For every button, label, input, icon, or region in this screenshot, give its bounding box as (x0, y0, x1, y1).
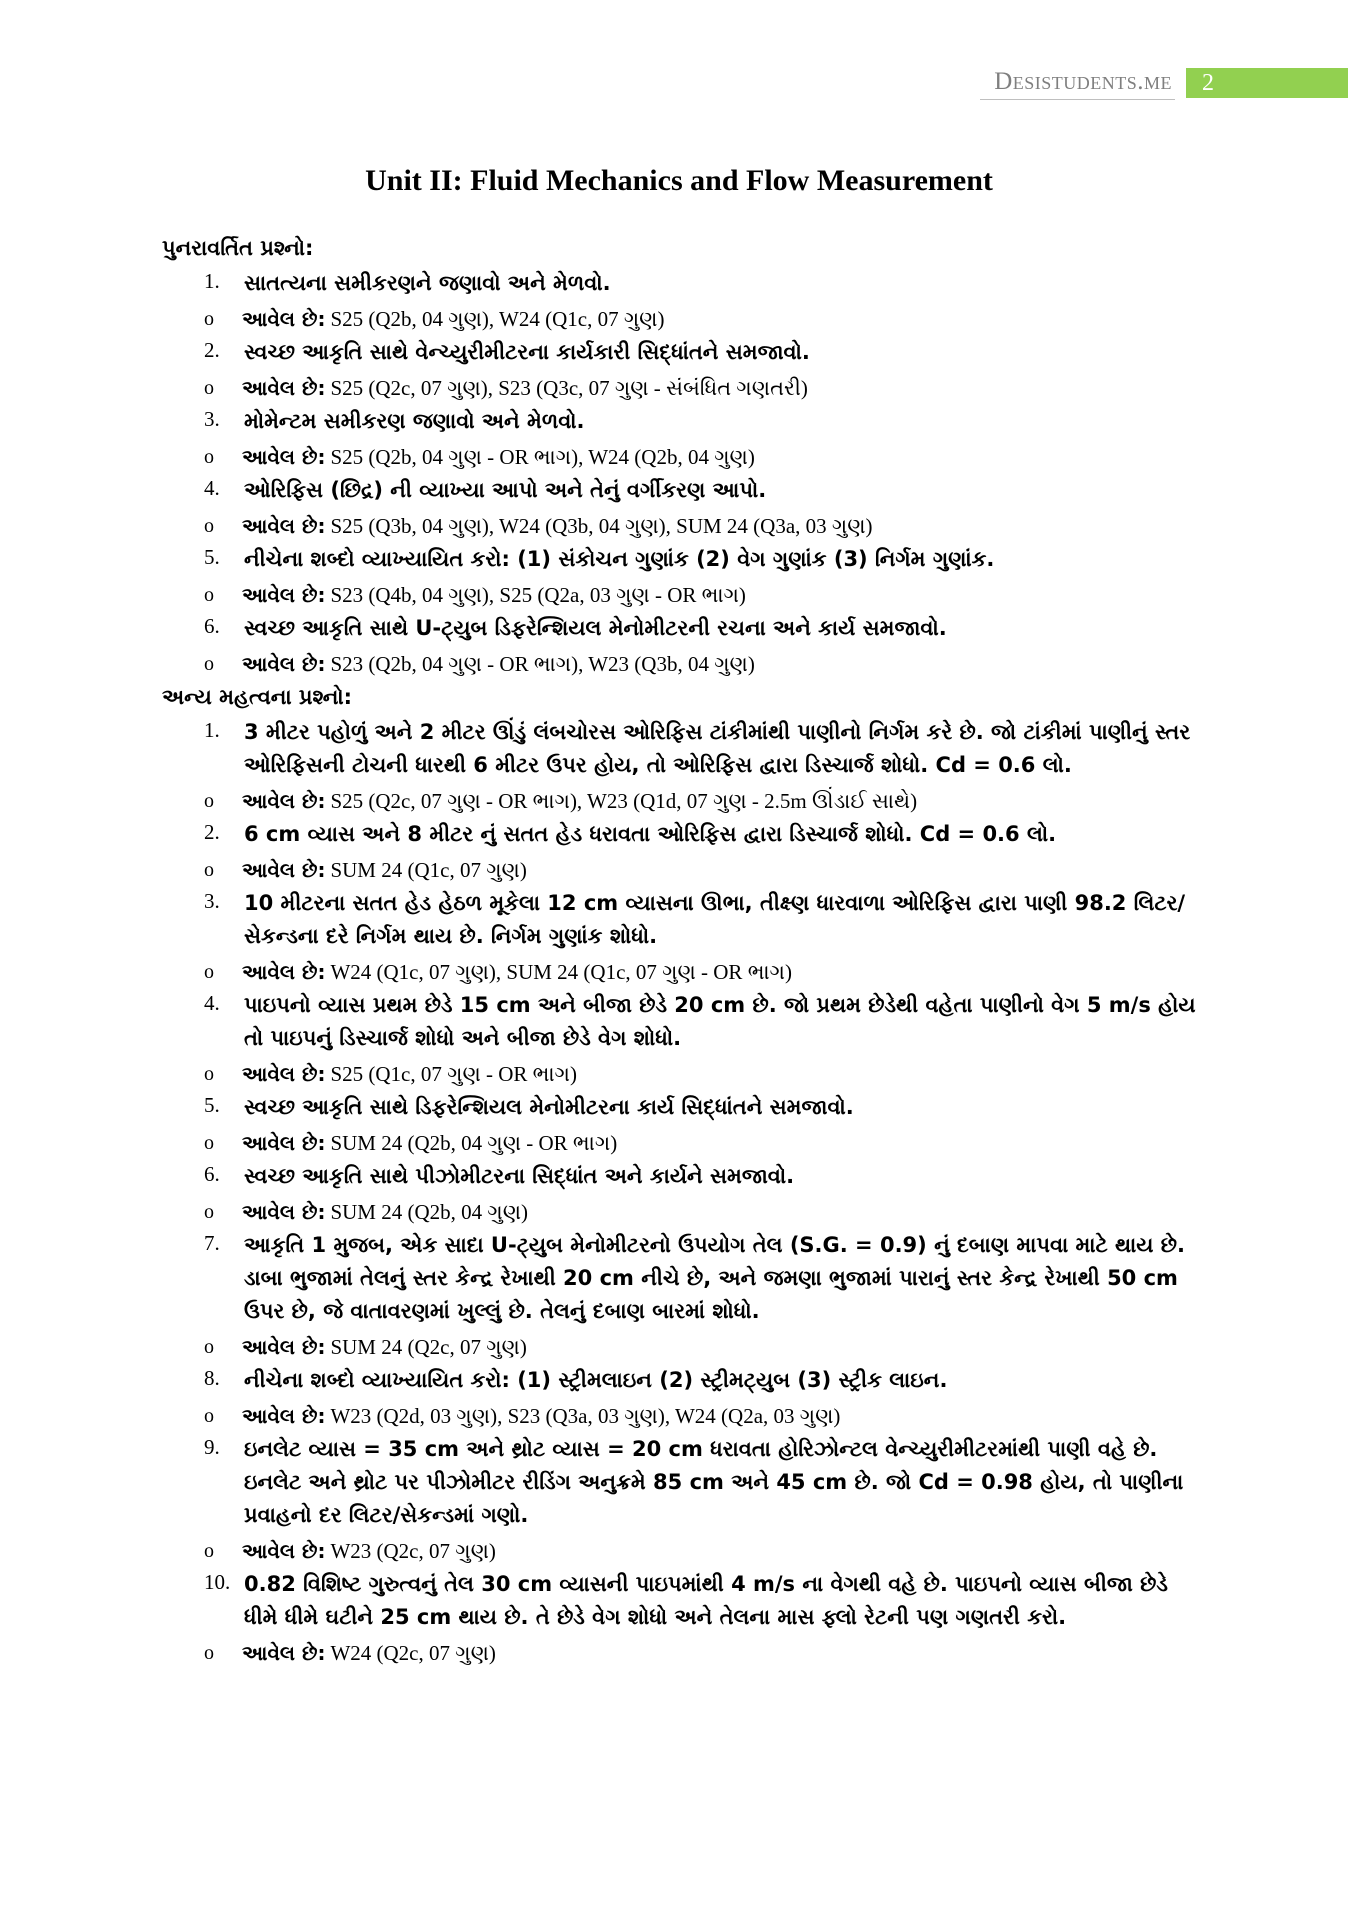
appeared-in (162, 441, 1208, 474)
question-item (162, 543, 1208, 612)
question-row (162, 1229, 1208, 1328)
appeared-text: S25 (Q2b, 04 ગુણ), W24 (Q1c, 07 ગુણ) (330, 307, 665, 331)
question-text: સ્વચ્છ આકૃતિ સાથે ડિફરેન્શિયલ મેનોમીટરના કાર્ય સિદ્ધાંતને સમજાવો. (244, 1095, 854, 1119)
bullet-icon: o (204, 653, 214, 675)
appeared-text: S25 (Q2c, 07 ગુણ), S23 (Q3c, 07 ગુણ - સંબંધિત ગણતરી) (330, 376, 808, 400)
appeared-label: આવેલ છે: (242, 514, 326, 538)
question-row (162, 1364, 1208, 1397)
appeared-text: SUM 24 (Q2c, 07 ગુણ) (330, 1335, 527, 1359)
header-divider (980, 99, 1175, 100)
question-item (162, 267, 1208, 336)
appeared-in (162, 1196, 1208, 1229)
question-row (162, 1091, 1208, 1124)
question-row (162, 405, 1208, 438)
bullet-icon: o (204, 961, 214, 983)
appeared-in (162, 648, 1208, 681)
question-text: ઓરિફિસ (છિદ્ર) ની વ્યાખ્યા આપો અને તેનું વર્ગીકરણ આપો. (244, 478, 767, 502)
question-number: 4. (204, 991, 220, 1015)
question-text: ઇનલેટ વ્યાસ = 35 cm અને થ્રોટ વ્યાસ = 20 cm ધરાવતા હોરિઝોન્ટલ વેન્ચ્યુરીમીટરમાંથી પાણી વહે છે. ઇનલેટ અને થ્રોટ પર પીઝોમીટર રીડિંગ અનુક્રમે 85 cm અને 45 cm છે. જો Cd = 0.98 હોય, તો પાણીના પ્રવાહનો દર લિટર/સેકન્ડમાં ગણો. (244, 1437, 1184, 1527)
appeared-in (162, 372, 1208, 405)
question-number: 6. (204, 1162, 220, 1186)
question-text: સ્વચ્છ આકૃતિ સાથે પીઝોમીટરના સિદ્ધાંત અને કાર્યને સમજાવો. (244, 1164, 795, 1188)
appeared-in (162, 1637, 1208, 1670)
content (162, 232, 1208, 1670)
question-text: આકૃતિ 1 મુજબ, એક સાદા U-ટ્યુબ મેનોમીટરનો ઉપયોગ તેલ (S.G. = 0.9) નું દબાણ માપવા માટે થાય છે. ડાબા ભુજામાં તેલનું સ્તર કેન્દ્ર રેખાથી 20 cm નીચે છે, અને જમણા ભુજામાં પારાનું સ્તર કેન્દ્ર રેખાથી 50 cm ઉપર છે, જે વાતાવરણમાં ખુલ્લું છે. તેલનું દબાણ બારમાં શોધો. (244, 1233, 1186, 1323)
bullet-icon: o (204, 1132, 214, 1154)
question-text: 6 cm વ્યાસ અને 8 મીટર નું સતત હેડ ધરાવતા ઓરિફિસ દ્વારા ડિસ્ચાર્જ શોધો. Cd = 0.6 લો. (244, 822, 1057, 846)
question-item (162, 1364, 1208, 1433)
question-row (162, 1160, 1208, 1193)
question-number: 1. (204, 718, 220, 742)
appeared-label: આવેલ છે: (242, 1404, 326, 1428)
appeared-in (162, 1400, 1208, 1433)
question-number: 3. (204, 407, 220, 431)
appeared-text: S25 (Q3b, 04 ગુણ), W24 (Q3b, 04 ગુણ), SUM 24 (Q3a, 03 ગુણ) (330, 514, 873, 538)
appeared-text: W23 (Q2c, 07 ગુણ) (330, 1539, 496, 1563)
question-item (162, 887, 1208, 989)
appeared-in (162, 956, 1208, 989)
question-item (162, 818, 1208, 887)
appeared-label: આવેલ છે: (242, 858, 326, 882)
question-row (162, 336, 1208, 369)
question-number: 5. (204, 545, 220, 569)
appeared-text: SUM 24 (Q2b, 04 ગુણ) (330, 1200, 529, 1224)
question-text: 10 મીટરના સતત હેડ હેઠળ મૂકેલા 12 cm વ્યાસના ઊભા, તીક્ષ્ણ ધારવાળા ઓરિફિસ દ્વારા પાણી 98.2 લિટર/સેકન્ડના દરે નિર્ગમ થાય છે. નિર્ગમ ગુણાંક શોધો. (244, 891, 1186, 948)
appeared-text: W24 (Q2c, 07 ગુણ) (330, 1641, 496, 1665)
question-row (162, 818, 1208, 851)
appeared-in (162, 510, 1208, 543)
bullet-icon: o (204, 584, 214, 606)
question-row (162, 543, 1208, 576)
bullet-icon: o (204, 446, 214, 468)
appeared-in (162, 1535, 1208, 1568)
appeared-in (162, 303, 1208, 336)
question-number: 2. (204, 338, 220, 362)
appeared-text: W23 (Q2d, 03 ગુણ), S23 (Q3a, 03 ગુણ), W24 (Q2a, 03 ગુણ) (330, 1404, 841, 1428)
question-text: નીચેના શબ્દો વ્યાખ્યાયિત કરો: (1) સ્ટ્રીમલાઇન (2) સ્ટ્રીમટ્યુબ (3) સ્ટ્રીક લાઇન. (244, 1368, 948, 1392)
question-number: 4. (204, 476, 220, 500)
question-list (162, 267, 1208, 681)
appeared-label: આવેલ છે: (242, 445, 326, 469)
question-item (162, 1433, 1208, 1568)
question-item (162, 716, 1208, 818)
question-text: સ્વચ્છ આકૃતિ સાથે વેન્ચ્યુરીમીટરના કાર્યકારી સિદ્ધાંતને સમજાવો. (244, 340, 810, 364)
appeared-label: આવેલ છે: (242, 1200, 326, 1224)
question-text: સ્વચ્છ આકૃતિ સાથે U-ટ્યુબ ડિફરેન્શિયલ મેનોમીટરની રચના અને કાર્ય સમજાવો. (244, 616, 947, 640)
bullet-icon: o (204, 1540, 214, 1562)
section-heading: અન્ય મહત્વના પ્રશ્નો: (162, 685, 353, 709)
question-number: 2. (204, 820, 220, 844)
question-list (162, 716, 1208, 1670)
appeared-label: આવેલ છે: (242, 1131, 326, 1155)
question-text: 3 મીટર પહોળું અને 2 મીટર ઊંડું લંબચોરસ ઓરિફિસ ટાંકીમાંથી પાણીનો નિર્ગમ કરે છે. જો ટાંકીમાં પાણીનું સ્તર ઓરિફિસની ટોચની ધારથી 6 મીટર ઉપર હોય, તો ઓરિફિસ દ્વારા ડિસ્ચાર્જ શોધો. Cd = 0.6 લો. (244, 720, 1191, 777)
appeared-in (162, 1127, 1208, 1160)
appeared-label: આવેલ છે: (242, 376, 326, 400)
question-text: પાઇપનો વ્યાસ પ્રથમ છેડે 15 cm અને બીજા છેડે 20 cm છે. જો પ્રથમ છેડેથી વહેતા પાણીનો વેગ 5 m/s હોય તો પાઇપનું ડિસ્ચાર્જ શોધો અને બીજા છેડે વેગ શોધો. (244, 993, 1196, 1050)
appeared-label: આવેલ છે: (242, 652, 326, 676)
question-number: 8. (204, 1366, 220, 1390)
question-row (162, 1433, 1208, 1532)
appeared-label: આવેલ છે: (242, 1062, 326, 1086)
question-text: મોમેન્ટમ સમીકરણ જણાવો અને મેળવો. (244, 409, 585, 433)
question-number: 7. (204, 1231, 220, 1255)
question-item (162, 1568, 1208, 1670)
question-item (162, 989, 1208, 1091)
bullet-icon: o (204, 515, 214, 537)
bullet-icon: o (204, 790, 214, 812)
appeared-in (162, 854, 1208, 887)
section-heading: પુનરાવર્તિત પ્રશ્નો: (162, 236, 314, 260)
appeared-label: આવેલ છે: (242, 789, 326, 813)
appeared-label: આવેલ છે: (242, 583, 326, 607)
appeared-text: SUM 24 (Q2b, 04 ગુણ - OR ભાગ) (330, 1131, 618, 1155)
bullet-icon: o (204, 1642, 214, 1664)
question-row (162, 716, 1208, 782)
question-item (162, 405, 1208, 474)
question-item (162, 612, 1208, 681)
question-item (162, 474, 1208, 543)
page-header (994, 68, 1348, 98)
question-item (162, 1091, 1208, 1160)
question-number: 6. (204, 614, 220, 638)
question-item (162, 1160, 1208, 1229)
appeared-label: આવેલ છે: (242, 1539, 326, 1563)
bullet-icon: o (204, 1063, 214, 1085)
question-row (162, 612, 1208, 645)
question-row (162, 887, 1208, 953)
question-number: 10. (204, 1570, 231, 1594)
question-number: 1. (204, 269, 220, 293)
question-text: સાતત્યના સમીકરણને જણાવો અને મેળવો. (244, 271, 611, 295)
bullet-icon: o (204, 377, 214, 399)
question-row (162, 989, 1208, 1055)
appeared-in (162, 1058, 1208, 1091)
bullet-icon: o (204, 859, 214, 881)
question-number: 9. (204, 1435, 220, 1459)
appeared-text: S23 (Q2b, 04 ગુણ - OR ભાગ), W23 (Q3b, 04 ગુણ) (330, 652, 755, 676)
question-number: 5. (204, 1093, 220, 1117)
question-row (162, 474, 1208, 507)
appeared-text: S25 (Q2c, 07 ગુણ - OR ભાગ), W23 (Q1d, 07 ગુણ - 2.5m ઊંડાઈ સાથે) (330, 789, 918, 813)
appeared-in (162, 579, 1208, 612)
page-number: 2 (1186, 68, 1348, 98)
question-text: નીચેના શબ્દો વ્યાખ્યાયિત કરો: (1) સંકોચન ગુણાંક (2) વેગ ગુણાંક (3) નિર્ગમ ગુણાંક. (244, 547, 995, 571)
appeared-label: આવેલ છે: (242, 1641, 326, 1665)
appeared-text: S23 (Q4b, 04 ગુણ), S25 (Q2a, 03 ગુણ - OR ભાગ) (330, 583, 746, 607)
appeared-text: S25 (Q1c, 07 ગુણ - OR ભાગ) (330, 1062, 577, 1086)
page-title: Unit II: Fluid Mechanics and Flow Measurement (365, 164, 993, 197)
question-row (162, 267, 1208, 300)
appeared-in (162, 1331, 1208, 1364)
appeared-text: SUM 24 (Q1c, 07 ગુણ) (330, 858, 527, 882)
bullet-icon: o (204, 1201, 214, 1223)
question-item (162, 336, 1208, 405)
appeared-in (162, 785, 1208, 818)
sections (162, 236, 1208, 1670)
appeared-label: આવેલ છે: (242, 1335, 326, 1359)
appeared-label: આવેલ છે: (242, 960, 326, 984)
question-row (162, 1568, 1208, 1634)
question-text: 0.82 વિશિષ્ટ ગુરુત્વનું તેલ 30 cm વ્યાસની પાઇપમાંથી 4 m/s ના વેગથી વહે છે. પાઇપનો વ્યાસ બીજા છેડે ધીમે ધીમે ઘટીને 25 cm થાય છે. તે છેડે વેગ શોધો અને તેલના માસ ફ્લો રેટની પણ ગણતરી કરો. (244, 1572, 1168, 1629)
bullet-icon: o (204, 1405, 214, 1427)
site-name: Desistudents.me (994, 68, 1172, 95)
bullet-icon: o (204, 1336, 214, 1358)
appeared-label: આવેલ છે: (242, 307, 326, 331)
question-item (162, 1229, 1208, 1364)
question-number: 3. (204, 889, 220, 913)
bullet-icon: o (204, 308, 214, 330)
appeared-text: S25 (Q2b, 04 ગુણ - OR ભાગ), W24 (Q2b, 04 ગુણ) (330, 445, 755, 469)
appeared-text: W24 (Q1c, 07 ગુણ), SUM 24 (Q1c, 07 ગુણ - OR ભાગ) (330, 960, 792, 984)
